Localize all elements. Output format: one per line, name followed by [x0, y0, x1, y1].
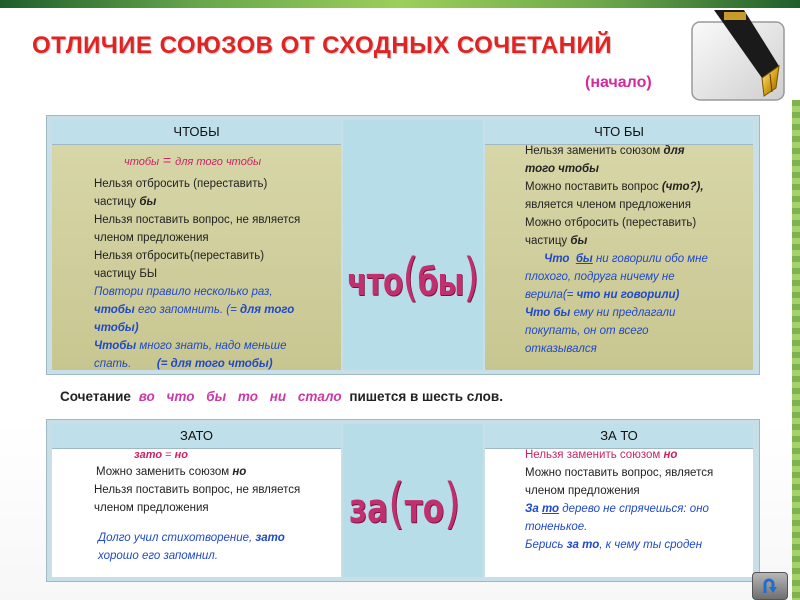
cell-zato-rules [52, 449, 341, 577]
header-za-to: ЗА ТО [485, 424, 753, 449]
page-title: ОТЛИЧИЕ СОЮЗОВ ОТ СХОДНЫХ СОЧЕТАНИЙ [32, 32, 612, 59]
chtoby-equation: чтобы = для того чтобы [124, 152, 262, 168]
word-za-to: за(то) [349, 472, 461, 535]
center-column [343, 120, 483, 370]
zato-text: Можно заменить союзом но [96, 466, 247, 478]
return-icon [759, 577, 781, 595]
zato-example: Долго учил стихотворение, зато хорошо его запомнил. [98, 532, 285, 562]
word-chto-by: что(бы) [347, 248, 479, 308]
zato-text-2: Нельзя поставить вопрос, не является членом предложения [94, 484, 301, 514]
cell-za-to-rules [485, 449, 753, 577]
cell-chtoby-rules [52, 145, 341, 370]
table-chtoby [46, 115, 760, 375]
header-zato: ЗАТО [52, 424, 341, 449]
zato-equation: зато = но [134, 449, 189, 461]
chtoby-text: Нельзя отбросить (переставить) частицу бы Нельзя поставить вопрос, не является членом предложения Нельзя отбросить(переставить) частицу БЫ Повтори правило несколько раз, чтобы его запомнить. (= для того чтобы) Чтобы много знать, надо меньше спать. (= для того чтобы) [94, 178, 301, 370]
top-band [0, 0, 800, 8]
side-stripe [792, 100, 800, 600]
combination-sentence: Сочетание во что бы то ни стало пишется в шесть слов. [60, 389, 503, 404]
cell-chto-by-rules [485, 145, 753, 370]
return-button[interactable] [752, 572, 788, 600]
header-chto-by: ЧТО БЫ [485, 120, 753, 145]
fountain-pen-icon [684, 8, 794, 108]
table-zato [46, 419, 760, 582]
chto-by-text: Нельзя заменить союзом для того чтобы Можно поставить вопрос (что?), является членом предложения Можно отбросить (переставить) частицу бы Что бы ни говорили обо мне плохого, подруга ничему не верила(= что ни говорили) Что бы ему ни предлагали покупать, он от всего отказывался [525, 145, 708, 355]
header-chtoby: ЧТОБЫ [52, 120, 341, 145]
page-subtitle: (начало) [585, 74, 652, 91]
za-to-text: Нельзя заменить союзом но Можно поставить вопрос, является членом предложения За то дерево не спрячешься: оно тоненькое. Берись за то, к чему ты сроден [525, 449, 714, 551]
